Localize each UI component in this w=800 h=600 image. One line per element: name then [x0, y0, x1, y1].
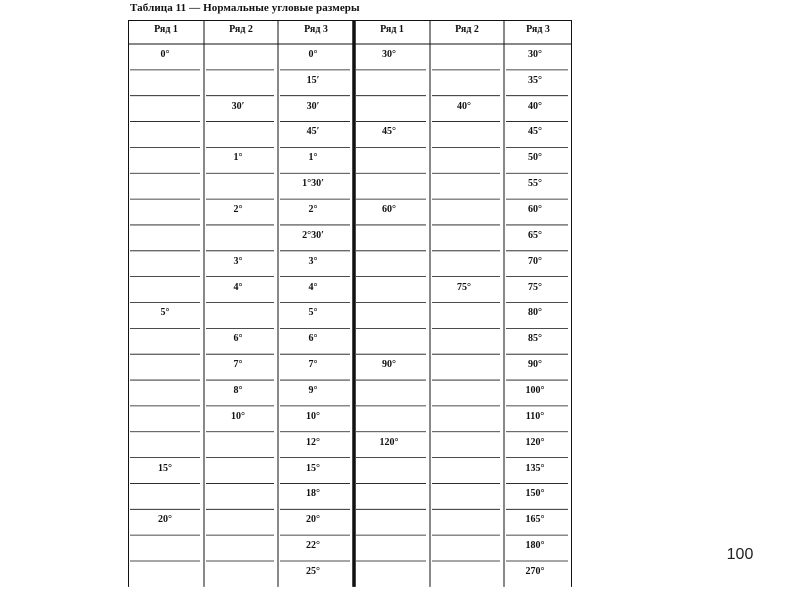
- angle-sizes-table: [128, 20, 572, 595]
- table-cell: 120°: [525, 436, 545, 448]
- table-cell: 55°: [528, 178, 542, 190]
- table-cell: 165°: [525, 514, 545, 526]
- table-cell: 90°: [528, 359, 542, 371]
- table-cell: 100°: [525, 384, 545, 396]
- table-cell: 1°: [233, 152, 243, 164]
- column-header: Ряд 2: [229, 24, 253, 35]
- column-header: Ряд 1: [380, 24, 404, 35]
- table-cell: 45°: [528, 126, 542, 138]
- table-cell: 45°: [382, 126, 396, 138]
- table-title: Таблица 11 — Нормальные угловые размеры: [130, 2, 360, 14]
- table-cell: 5°: [160, 307, 170, 319]
- table-cell: 75°: [457, 281, 471, 293]
- table-cell: 12°: [306, 436, 320, 448]
- table-cell: 30°: [528, 48, 542, 60]
- table-cell: 85°: [528, 333, 542, 345]
- table-cell: 65°: [528, 229, 542, 241]
- column-header: Ряд 3: [304, 24, 328, 35]
- table-cell: 7°: [308, 359, 318, 371]
- table-cell: 10°: [231, 410, 245, 422]
- table-cell: 30′: [306, 100, 320, 112]
- table-cell: 5°: [308, 307, 318, 319]
- table-cell: 35°: [528, 74, 542, 86]
- table-cell: 4°: [233, 281, 243, 293]
- table-cell: 15′: [306, 74, 320, 86]
- table-cell: 0°: [308, 48, 318, 60]
- table-cell: 25°: [306, 565, 320, 577]
- column-header: Ряд 2: [455, 24, 479, 35]
- table-cell: 75°: [528, 281, 542, 293]
- table-cell: 1°30′: [302, 178, 324, 190]
- table-cell: 15°: [306, 462, 320, 474]
- table-cell: 20°: [306, 514, 320, 526]
- table-cell: 9°: [308, 384, 318, 396]
- table-cell: 7°: [233, 359, 243, 371]
- table-cell: 30′: [231, 100, 245, 112]
- table-cell: 110°: [525, 410, 545, 422]
- table-cell: 45′: [306, 126, 320, 138]
- table-cell: 8°: [233, 384, 243, 396]
- table-cell: 22°: [306, 540, 320, 552]
- table-cell: 0°: [160, 48, 170, 60]
- column-header: Ряд 3: [526, 24, 550, 35]
- table-cell: 180°: [525, 540, 545, 552]
- table-cell: 135°: [525, 462, 545, 474]
- table-cell: 4°: [308, 281, 318, 293]
- table-cell: 120°: [379, 436, 399, 448]
- table-cell: 60°: [528, 204, 542, 216]
- table-cell: 18°: [306, 488, 320, 500]
- table-cell: 3°: [308, 255, 318, 267]
- table-cell: 6°: [233, 333, 243, 345]
- table-cell: 15°: [158, 462, 172, 474]
- column-header: Ряд 1: [154, 24, 178, 35]
- table-cell: 40°: [457, 100, 471, 112]
- table-cell: 10°: [306, 410, 320, 422]
- table-cell: 2°30′: [302, 229, 324, 241]
- table-cell: 90°: [382, 359, 396, 371]
- table-cell: 50°: [528, 152, 542, 164]
- table-cell: 2°: [308, 204, 318, 216]
- table-cell: 30°: [382, 48, 396, 60]
- table-cell: 80°: [528, 307, 542, 319]
- table-cell: 6°: [308, 333, 318, 345]
- table-cell: 150°: [525, 488, 545, 500]
- table-cell: 70°: [528, 255, 542, 267]
- table-cell: 40°: [528, 100, 542, 112]
- table-cell: 60°: [382, 204, 396, 216]
- page-number: 100: [726, 546, 754, 563]
- table-cell: 3°: [233, 255, 243, 267]
- table-cell: 270°: [525, 565, 545, 577]
- table-cell: 2°: [233, 204, 243, 216]
- table-cell: 20°: [158, 514, 172, 526]
- table-cell: 1°: [308, 152, 318, 164]
